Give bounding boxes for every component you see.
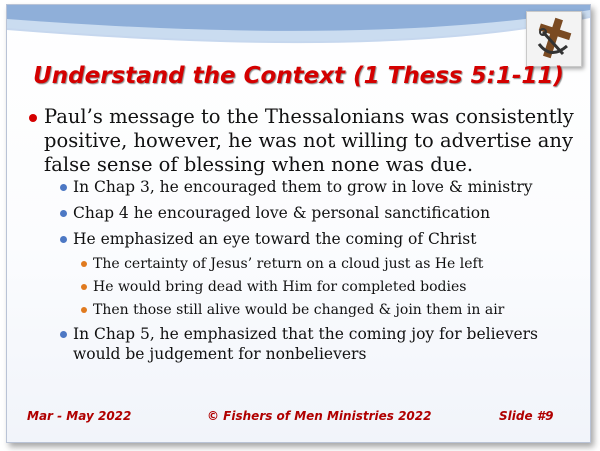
bullet-text-line: He emphasized an eye toward the coming of Christ — [73, 230, 477, 248]
bullet-dot-icon — [60, 331, 67, 338]
bullet-text-line: In Chap 3, he encouraged them to grow in love & ministry — [73, 178, 533, 196]
bullet-dot-icon — [81, 307, 87, 313]
bullet-text-line: Then those still alive would be changed & join them in air — [93, 302, 505, 318]
bullet-dot-icon — [60, 184, 67, 191]
slide-title: Understand the Context (1 Thess 5:1-11) — [33, 63, 564, 89]
slide — [6, 4, 591, 443]
footer-date: Mar - May 2022 — [27, 409, 132, 423]
bullet-dot-icon — [29, 114, 37, 122]
bullet-text-line: false sense of blessing when none was due. — [44, 153, 474, 176]
bullet-text-line: Paul’s message to the Thessalonians was consistently — [44, 105, 574, 128]
bullet-text-line: He would bring dead with Him for completed bodies — [93, 279, 467, 295]
bullet-dot-icon — [60, 236, 67, 243]
footer-copyright: © Fishers of Men Ministries 2022 — [207, 409, 432, 423]
bullet-text-line: The certainty of Jesus’ return on a cloud just as He left — [93, 256, 484, 272]
cross-anchor-logo — [526, 11, 582, 67]
bullet-dot-icon — [81, 284, 87, 290]
bullet-text-line: Chap 4 he encouraged love & personal sanctification — [73, 204, 491, 222]
bullet-dot-icon — [60, 210, 67, 217]
cross-anchor-logo-icon — [527, 12, 581, 66]
bullet-dot-icon — [81, 261, 87, 267]
bullet-text-line: In Chap 5, he emphasized that the coming joy for believers — [73, 325, 538, 343]
footer-slide-number: Slide #9 — [499, 409, 554, 423]
bullet-text-line: positive, however, he was not willing to advertise any — [44, 129, 573, 152]
bullet-text-line: would be judgement for nonbelievers — [73, 345, 367, 363]
